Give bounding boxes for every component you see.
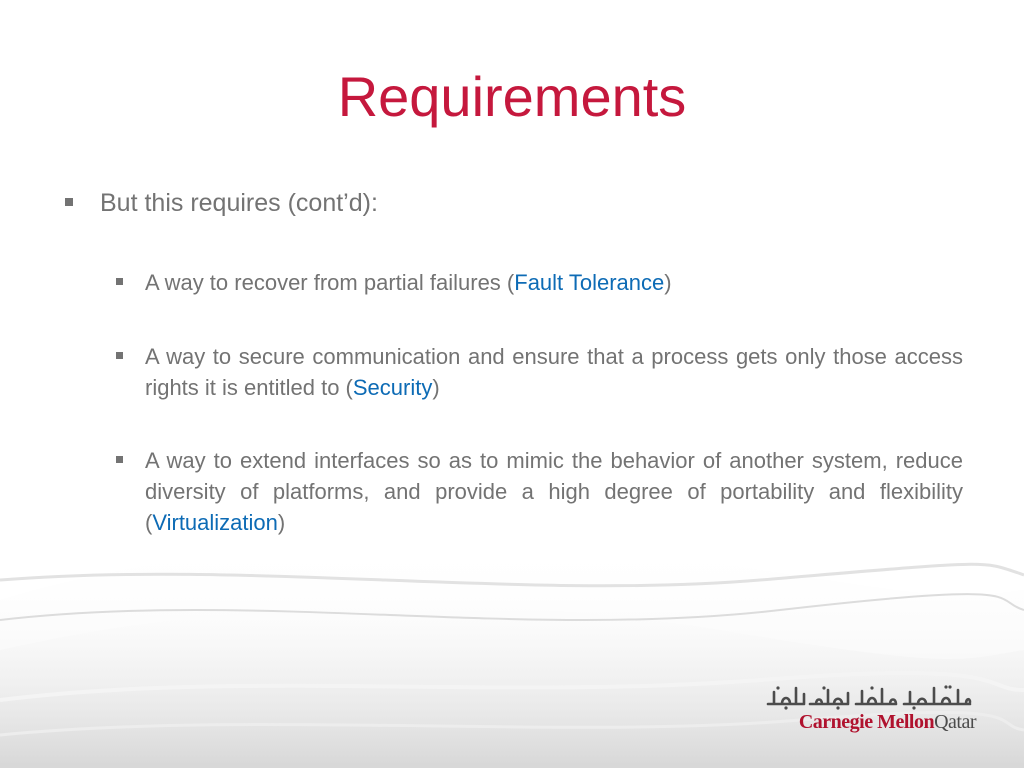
- sub-bullet-text-part: A way to secure communication and ensure that a process gets only those access rights it is entitled to (: [145, 344, 963, 400]
- sub-bullet-text-part: ): [277, 510, 286, 535]
- logo-carnegie-mellon: Carnegie Mellon: [798, 711, 935, 733]
- bullet-square-icon: [116, 456, 123, 463]
- sub-bullet-text-part: A way to extend interfaces so as to mimic the behavior of another system, reduce diversity of platforms, and provide a high degree of portability and flexibility (: [145, 448, 963, 535]
- highlight-term: Fault Tolerance: [514, 270, 665, 295]
- sub-bullet-text: [145, 341, 963, 403]
- sub-bullet-text: [145, 267, 963, 298]
- sub-bullet-text-part: A way to recover from partial failures (: [145, 270, 515, 295]
- main-bullet-text: But this requires (cont’d):: [100, 189, 378, 217]
- logo-wordmark: [799, 711, 976, 734]
- sub-bullet-text: [145, 445, 963, 538]
- slide-title: Requirements: [337, 65, 687, 128]
- highlight-term: Security: [352, 375, 433, 400]
- arabic-logotype-icon: [764, 684, 976, 710]
- sub-bullet-text-part: ): [664, 270, 672, 295]
- highlight-term: Virtualization: [152, 510, 278, 535]
- bullet-square-icon: [116, 278, 123, 285]
- cmu-qatar-logo: [758, 684, 976, 740]
- bullet-square-icon: [116, 352, 123, 359]
- sub-bullet-text-part: ): [432, 375, 440, 400]
- bullet-square-icon: [65, 198, 73, 206]
- logo-qatar: Qatar: [934, 711, 976, 733]
